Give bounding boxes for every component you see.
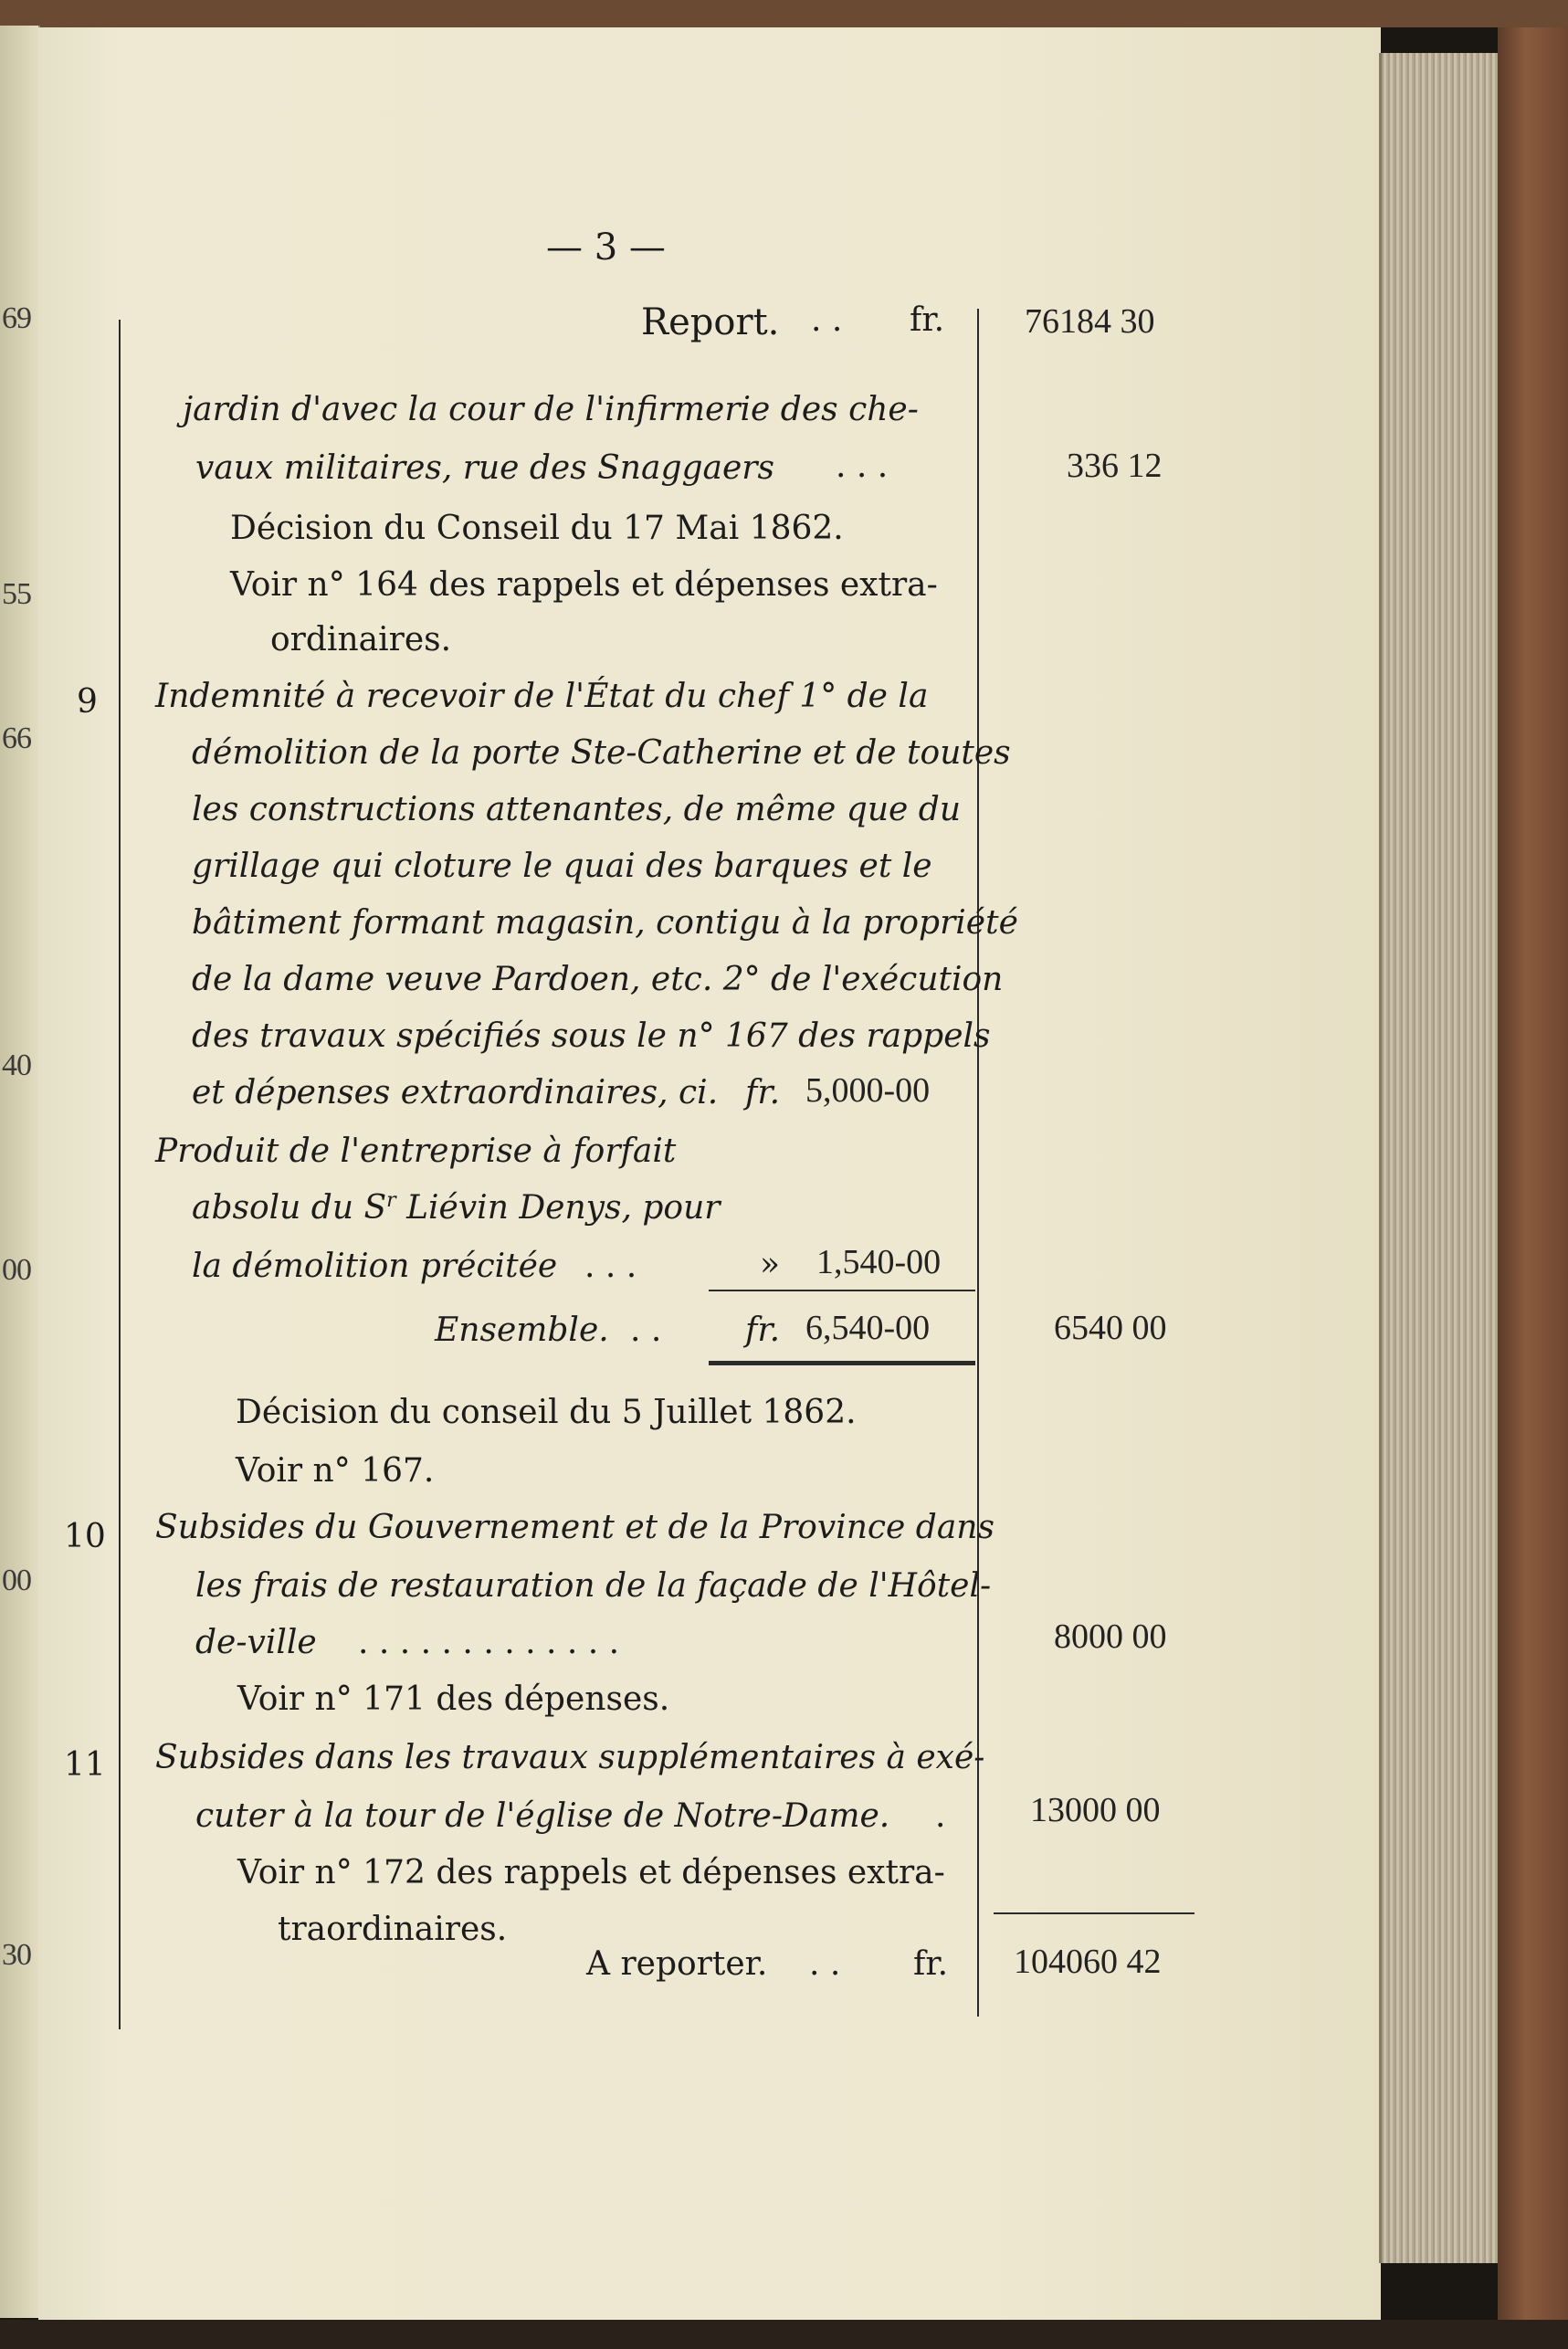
voir-line: Voir n° 172 des rappels et dépenses extra- <box>237 1854 945 1891</box>
entry-text-line: vaux militaires, rue des Snaggaers <box>195 449 774 487</box>
entry-text-line: de-ville <box>195 1624 317 1661</box>
ensemble-currency: fr. <box>745 1311 781 1349</box>
entry-amount: 336 12 <box>1067 447 1163 485</box>
report-amount: 76184 30 <box>1025 302 1155 341</box>
voir-line: Voir n° 167. <box>236 1452 435 1490</box>
page-stack-edges <box>1379 53 1505 2263</box>
entry-amount: 8000 00 <box>1054 1617 1167 1656</box>
ensemble-value: 6,540-00 <box>805 1309 931 1347</box>
sum-rule <box>709 1290 975 1291</box>
entry-number: 11 <box>64 1746 106 1784</box>
leader-dots: . . . . . . . . . . . . . <box>358 1624 620 1661</box>
entry-text-line: Subsides du Gouvernement et de la Province dans <box>155 1509 994 1546</box>
sub-value: 1,540-00 <box>816 1243 942 1281</box>
a-reporter-label: A reporter. <box>586 1945 768 1983</box>
leader-dots: . . <box>630 1311 662 1349</box>
entry-text-line: les frais de restauration de la façade de l'Hôtel- <box>195 1567 992 1605</box>
report-dots: . . <box>811 301 843 339</box>
entry-text-line: bâtiment formant magasin, contigu à la propriété <box>192 904 1018 942</box>
entry-text-line: absolu du $S^r$ Liévin Denys, pour <box>192 1189 721 1227</box>
margin-number: 00 <box>2 1564 31 1597</box>
entry-amount: 6540 00 <box>1054 1309 1167 1347</box>
report-currency: fr. <box>910 301 945 339</box>
entry-text-line: et dépenses extraordinaires, ci. <box>192 1074 719 1111</box>
entry-text-line: cuter à la tour de l'église de Notre-Dame. <box>195 1797 890 1835</box>
book-cover-top <box>0 0 1568 27</box>
entry-text-line: Produit de l'entreprise à forfait <box>155 1132 677 1170</box>
entry-text-line: la démolition précitée <box>192 1248 558 1285</box>
entry-text-line: grillage qui cloture le quai des barques et le <box>192 848 932 885</box>
margin-number: 66 <box>2 722 31 755</box>
entry-text-line: des travaux spécifiés sous le n° 167 des rappels <box>192 1017 991 1055</box>
voir-line: traordinaires. <box>278 1911 508 1948</box>
total-rule <box>709 1361 975 1365</box>
footer-amount: 104060 42 <box>1014 1943 1162 1981</box>
sub-currency: fr. <box>745 1074 781 1111</box>
entry-number: 9 <box>77 683 98 721</box>
sub-value: 5,000-00 <box>805 1071 931 1110</box>
entry-number: 10 <box>64 1518 106 1555</box>
entry-amount: 13000 00 <box>1030 1791 1161 1829</box>
voir-line: Voir n° 171 des dépenses. <box>237 1680 670 1718</box>
footer-currency: fr. <box>913 1945 949 1983</box>
page-number: — 3 — <box>546 226 666 269</box>
voir-line: ordinaires. <box>270 621 452 658</box>
entry-text-line: Subsides dans les travaux supplémentaires à exé- <box>155 1739 985 1776</box>
margin-number: 40 <box>2 1048 31 1082</box>
column-total-rule <box>994 1912 1194 1914</box>
left-column-rule <box>119 320 121 2029</box>
leader-dots: . . . <box>836 448 889 485</box>
voir-line: Voir n° 164 des rappels et dépenses extra- <box>230 566 938 604</box>
margin-number: 30 <box>2 1938 31 1972</box>
quote-mark: » <box>760 1246 781 1283</box>
entry-text-line: de la dame veuve Pardoen, etc. 2° de l'exécution <box>192 961 1004 998</box>
decision-line: Décision du conseil du 5 Juillet 1862. <box>236 1394 857 1431</box>
margin-number: 69 <box>2 301 31 335</box>
margin-number: 00 <box>2 1253 31 1287</box>
leader-dots: . <box>935 1797 946 1835</box>
entry-text-line: démolition de la porte Ste-Catherine et de toutes <box>192 734 1011 772</box>
entry-text-line: jardin d'avec la cour de l'infirmerie des che- <box>183 391 919 428</box>
book-cover-right <box>1498 27 1568 2320</box>
leader-dots: . . <box>809 1945 841 1983</box>
book-cover-bottom <box>0 2320 1568 2349</box>
decision-line: Décision du Conseil du 17 Mai 1862. <box>230 510 844 547</box>
margin-number: 55 <box>2 577 31 611</box>
ensemble-label: Ensemble. <box>435 1311 609 1349</box>
entry-text-line: les constructions attenantes, de même que du <box>192 791 962 828</box>
leader-dots: . . . <box>584 1248 637 1285</box>
report-label: Report. <box>641 301 780 343</box>
entry-text-line: Indemnité à recevoir de l'État du chef 1° de la <box>155 678 929 715</box>
previous-page-edge <box>0 26 40 2318</box>
